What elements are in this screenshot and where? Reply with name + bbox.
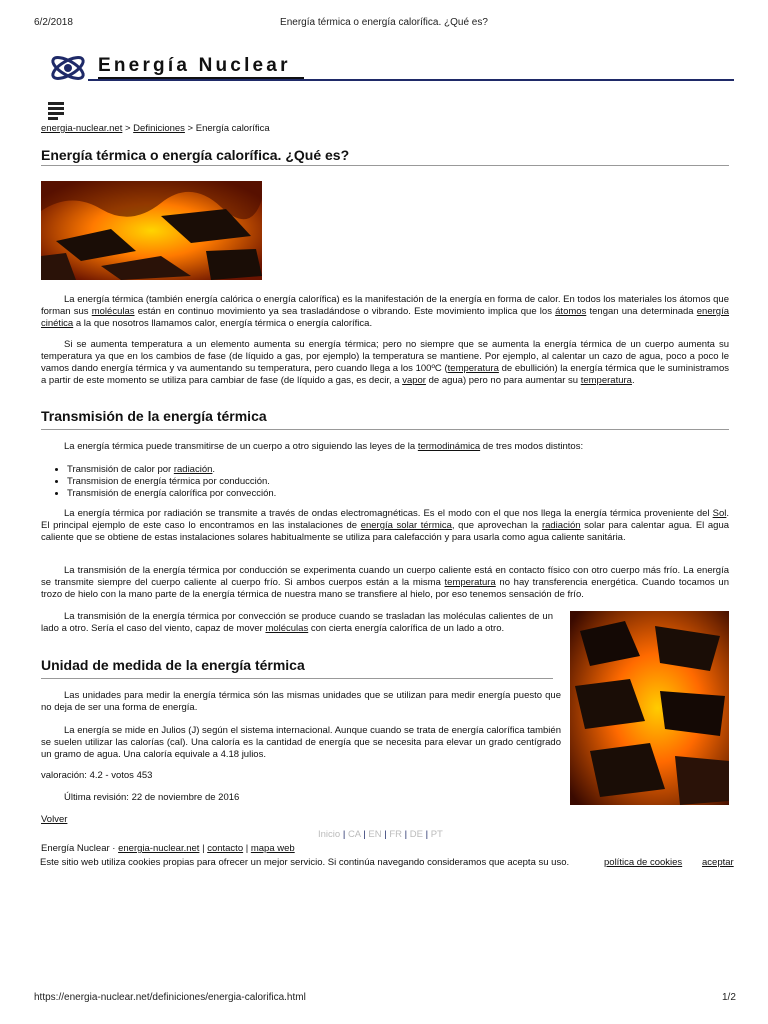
footer-site-link[interactable]: energia-nuclear.net <box>118 843 200 854</box>
list-item: • Transmisión de energía calorífica por convección. <box>67 488 707 500</box>
page-title: Energía térmica o energía calorífica. ¿Qué es? <box>41 147 350 163</box>
unidad-paragraph-2: La energía se mide en Julios (J) según el sistema internacional. Aunque cuando se trata de energía calorífica también se suelen utilizar las calorías (cal). Una caloría es la cantidad de energía que se necesita para elevar un grado centígrado un gramo de agua. Una caloría equivale a 4.18 julios. <box>41 725 561 760</box>
link-termodinamica[interactable]: termodinámica <box>417 441 481 452</box>
radiacion-paragraph: La energía térmica por radiación se transmite a través de ondas electromagnéticas. Es el modo con el que nos llega la energía térmica proveniente del Sol. El principal ejemplo de este caso lo encontramos en las instalaciones de energía solar térmica, que aprovechan la radiación solar para calentar agua. El agua caliente que se obtiene de estas instalaciones solares habitualmente se utiliza para calefacción y para usarla como agua caliente sanitária. <box>41 508 730 543</box>
print-date: 6/2/2018 <box>34 17 73 28</box>
lang-inicio-link[interactable]: Inicio <box>318 829 341 840</box>
breadcrumb-home-link[interactable]: energia-nuclear.net <box>41 123 123 134</box>
link-atomos[interactable]: átomos <box>555 306 587 317</box>
breadcrumb-current: Energía calorífica <box>195 123 270 134</box>
lang-de-link[interactable]: DE <box>409 829 423 840</box>
cookie-text: Este sitio web utiliza cookies propias para ofrecer un mejor servicio. Si continúa navegando consideramos que acepta su uso. <box>40 857 570 868</box>
intro-paragraph-1: La energía térmica (también energía calórica o energía calorífica) es la manifestación de la energía en forma de calor. En todos los materiales los átomos que forman sus moléculas están en continuo movimiento ya sea trasladándose o vibrando. Este movimiento implica que los átomos tengan una determinada energía cinética a la que nosotros llamamos calor, energía térmica o energía calorífica. <box>41 294 729 329</box>
lang-fr-link[interactable]: FR <box>389 829 402 840</box>
language-bar: Inicio | CA | EN | FR | DE | PT <box>318 829 443 840</box>
link-radiacion[interactable]: radiación <box>173 464 213 475</box>
unidad-paragraph-1: Las unidades para medir la energía térmica són las mismas unidades que se utilizan para medir energía puesto que no deja de ser una forma de energía. <box>41 690 561 713</box>
footer-sitemap-link[interactable]: mapa web <box>250 843 295 854</box>
header-rule <box>88 79 734 81</box>
intro-paragraph-2: Si se aumenta temperatura a un elemento aumenta su energía térmica; pero no siempre que se aumenta la energía térmica de un cuerpo aumenta su temperatura ya que en los cambios de fase (de líquido a gas, por ejemplo) la temperatura se mantiene. Por ejemplo, al calentar un cazo de agua, poco a poco le vamos dando energía térmica y va aumentando su temperatura, pero cuando llega a los 100ºC (temperatura de ebullición) la energía térmica que le suministramos a partir de este momento se utiliza para cambiar de fase (de líquido a gas, es decir, a vapor de agua) pero no para aumentar su temperatura. <box>41 339 729 386</box>
print-title: Energía térmica o energía calorífica. ¿Qué es? <box>280 17 488 28</box>
fire-coals-image <box>41 181 262 280</box>
link-moleculas[interactable]: moléculas <box>91 306 135 317</box>
footer-contact-link[interactable]: contacto <box>207 843 244 854</box>
link-energia-solar-termica[interactable]: energía solar térmica <box>360 520 452 531</box>
breadcrumb-separator: > <box>122 123 134 134</box>
print-url: https://energia-nuclear.net/definiciones/energia-calorifica.html <box>34 992 306 1003</box>
section-title-transmision: Transmisión de la energía térmica <box>41 408 267 424</box>
cookie-policy-link[interactable]: política de cookies <box>604 857 683 868</box>
back-link-wrap <box>41 814 729 826</box>
section-title-unidad: Unidad de medida de la energía térmica <box>41 657 305 673</box>
list-item: • Transmisión de calor por radiación. <box>67 464 707 476</box>
link-vapor[interactable]: vapor <box>402 375 426 386</box>
conduccion-paragraph: La transmisión de la energía térmica por conducción se experimenta cuando un cuerpo caliente está en contacto físico con otro cuerpo más frío. La energía se transmite siempre del cuerpo caliente al cuerpo frío. Si ambos cuerpos están a la misma temperatura no hay transferencia energética. Cuando tocamos un trozo de hielo con la mano parte de la energía térmica de nuestra mano se transfiere al hielo, por eso tenemos sensación de frío. <box>41 565 730 600</box>
rating-text: valoración: 4.2 - votos 453 <box>41 770 153 781</box>
lang-pt-link[interactable]: PT <box>430 829 443 840</box>
section-rule <box>41 429 729 430</box>
list-item: • Transmision de energía térmica por conducción. <box>67 476 707 488</box>
transmision-intro: La energía térmica puede transmitirse de un cuerpo a otro siguiendo las leyes de la termodinámica de tres modos distintos: <box>64 441 584 452</box>
footer-brand: Energía Nuclear · <box>41 843 119 854</box>
link-energia-cinetica[interactable]: energía cinética <box>41 306 729 329</box>
back-link[interactable]: Volver <box>41 814 68 825</box>
breadcrumb-separator: > <box>184 123 196 134</box>
revision-text: Última revisión: 22 de noviembre de 2016 <box>64 792 240 803</box>
atom-logo-icon[interactable] <box>48 52 88 88</box>
site-name-underline <box>98 77 304 79</box>
link-temperatura[interactable]: temperatura <box>444 577 496 588</box>
breadcrumb-definiciones-link[interactable]: Definiciones <box>133 123 185 134</box>
link-sol[interactable]: Sol <box>712 508 727 519</box>
cookie-accept-link[interactable]: aceptar <box>702 857 734 868</box>
cookie-bar <box>34 857 734 871</box>
link-radiacion[interactable]: radiación <box>541 520 581 531</box>
link-moleculas[interactable]: moléculas <box>265 623 309 634</box>
link-temperatura[interactable]: temperatura <box>580 375 632 386</box>
print-page-number: 1/2 <box>722 992 736 1003</box>
site-name[interactable]: Energía Nuclear <box>98 55 291 76</box>
title-rule <box>41 165 729 166</box>
transmission-modes-list <box>51 464 707 500</box>
print-header <box>0 0 768 32</box>
breadcrumb <box>41 123 270 135</box>
link-temperatura[interactable]: temperatura <box>447 363 499 374</box>
section-rule <box>41 678 553 679</box>
site-header <box>34 46 734 86</box>
lang-ca-link[interactable]: CA <box>347 829 361 840</box>
lang-en-link[interactable]: EN <box>368 829 382 840</box>
site-footer: Energía Nuclear · energia-nuclear.net | contacto | mapa web <box>41 843 295 854</box>
conveccion-paragraph: La transmisión de la energía térmica por convección se produce cuando se trasladan las moléculas calientes de un lado a otro. Sería el caso del viento, capaz de mover moléculas con cierta energía calorífica de un lado a otro. <box>41 611 553 634</box>
menu-icon[interactable] <box>46 101 66 121</box>
